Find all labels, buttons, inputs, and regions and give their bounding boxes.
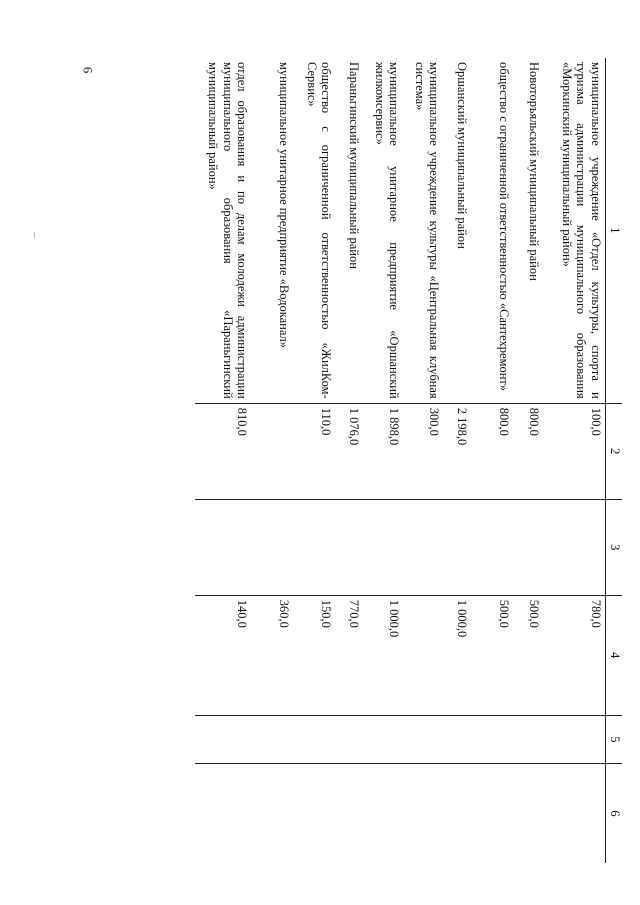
row-value-col3 <box>404 499 444 595</box>
row-value-col5 <box>364 715 404 764</box>
row-value-col2: 1 898,0 <box>364 403 404 499</box>
row-value-col6 <box>294 764 336 863</box>
row-name: общество с ограниченной ответственностью «ЖилКом-Сервис» <box>305 62 334 399</box>
row-value-col5 <box>444 715 472 764</box>
row-value-col2: 110,0 <box>294 403 336 499</box>
row-value-col2 <box>252 403 294 499</box>
row-value-col2: 810,0 <box>196 403 252 499</box>
header-col-5: 5 <box>606 715 623 764</box>
row-value-col6 <box>444 764 472 863</box>
row-value-col4 <box>404 595 444 715</box>
row-value-col5 <box>294 715 336 764</box>
row-name: муниципальное унитарное предприятие «Оршанский жилкомсервис» <box>373 62 402 399</box>
row-value-col2: 800,0 <box>514 403 544 499</box>
row-value-col5 <box>336 715 364 764</box>
row-value-col2: 800,0 <box>472 403 514 499</box>
row-value-col4: 500,0 <box>472 595 514 715</box>
header-col-1: 1 <box>606 58 623 403</box>
row-name: Оршанский муниципальный район <box>455 62 470 249</box>
row-value-col3 <box>514 499 544 595</box>
row-name: муниципальное унитарное предприятие «Водоканал» <box>277 62 292 349</box>
table-row <box>404 58 444 863</box>
table-row <box>444 58 472 863</box>
table-header-row <box>606 58 623 863</box>
page-number: 6 <box>80 66 96 74</box>
table-row <box>364 58 404 863</box>
row-value-col3 <box>364 499 404 595</box>
row-value-col3 <box>472 499 514 595</box>
row-value-col2: 300,0 <box>404 403 444 499</box>
row-value-col6 <box>364 764 404 863</box>
table-row <box>252 58 294 863</box>
row-value-col5 <box>252 715 294 764</box>
row-name: муниципальное учреждение «Отдел культуры, спорта и туризма администрации муниципального образования «Моркинский муниципальный район» <box>560 62 603 399</box>
header-col-6: 6 <box>606 764 623 863</box>
table-row <box>196 58 252 863</box>
row-value-col5 <box>544 715 606 764</box>
table-row <box>294 58 336 863</box>
row-value-col6 <box>544 764 606 863</box>
row-value-col5 <box>404 715 444 764</box>
table-row <box>472 58 514 863</box>
row-name: муниципальное учреждение культуры «Центральная клубная система» <box>413 62 442 399</box>
row-value-col3 <box>294 499 336 595</box>
table-row <box>544 58 606 863</box>
header-col-3: 3 <box>606 499 623 595</box>
row-value-col4: 150,0 <box>294 595 336 715</box>
row-value-col2: 100,0 <box>544 403 606 499</box>
row-value-col4: 1 000,0 <box>364 595 404 715</box>
row-value-col6 <box>514 764 544 863</box>
row-value-col4: 770,0 <box>336 595 364 715</box>
row-value-col5 <box>196 715 252 764</box>
row-value-col3 <box>252 499 294 595</box>
row-value-col4: 1 000,0 <box>444 595 472 715</box>
row-value-col3 <box>336 499 364 595</box>
row-value-col4: 140,0 <box>196 595 252 715</box>
row-value-col6 <box>252 764 294 863</box>
row-value-col6 <box>336 764 364 863</box>
row-name: Параньгинский муниципальный район <box>347 62 362 269</box>
header-col-4: 4 <box>606 595 623 715</box>
header-col-2: 2 <box>606 403 623 499</box>
scan-speck <box>34 232 35 238</box>
row-value-col4: 500,0 <box>514 595 544 715</box>
row-value-col5 <box>472 715 514 764</box>
row-value-col2: 2 198,0 <box>444 403 472 499</box>
row-name: отдел образования и по делам молодежи администрации муниципального образования «Параньгинский муниципальный район» <box>206 62 250 399</box>
row-name: общество с ограниченной ответственностью «Сантехремонт» <box>497 62 512 392</box>
row-value-col3 <box>444 499 472 595</box>
rotated-table-sheet <box>112 58 622 863</box>
row-value-col2: 1 076,0 <box>336 403 364 499</box>
row-value-col4: 780,0 <box>544 595 606 715</box>
table-row <box>336 58 364 863</box>
row-value-col6 <box>472 764 514 863</box>
row-value-col3 <box>196 499 252 595</box>
row-value-col4: 360,0 <box>252 595 294 715</box>
row-name: Новоторъяльский муниципальный район <box>527 62 542 281</box>
row-value-col3 <box>544 499 606 595</box>
row-value-col5 <box>514 715 544 764</box>
budget-table <box>196 58 623 863</box>
row-value-col6 <box>196 764 252 863</box>
table-row <box>514 58 544 863</box>
row-value-col6 <box>404 764 444 863</box>
